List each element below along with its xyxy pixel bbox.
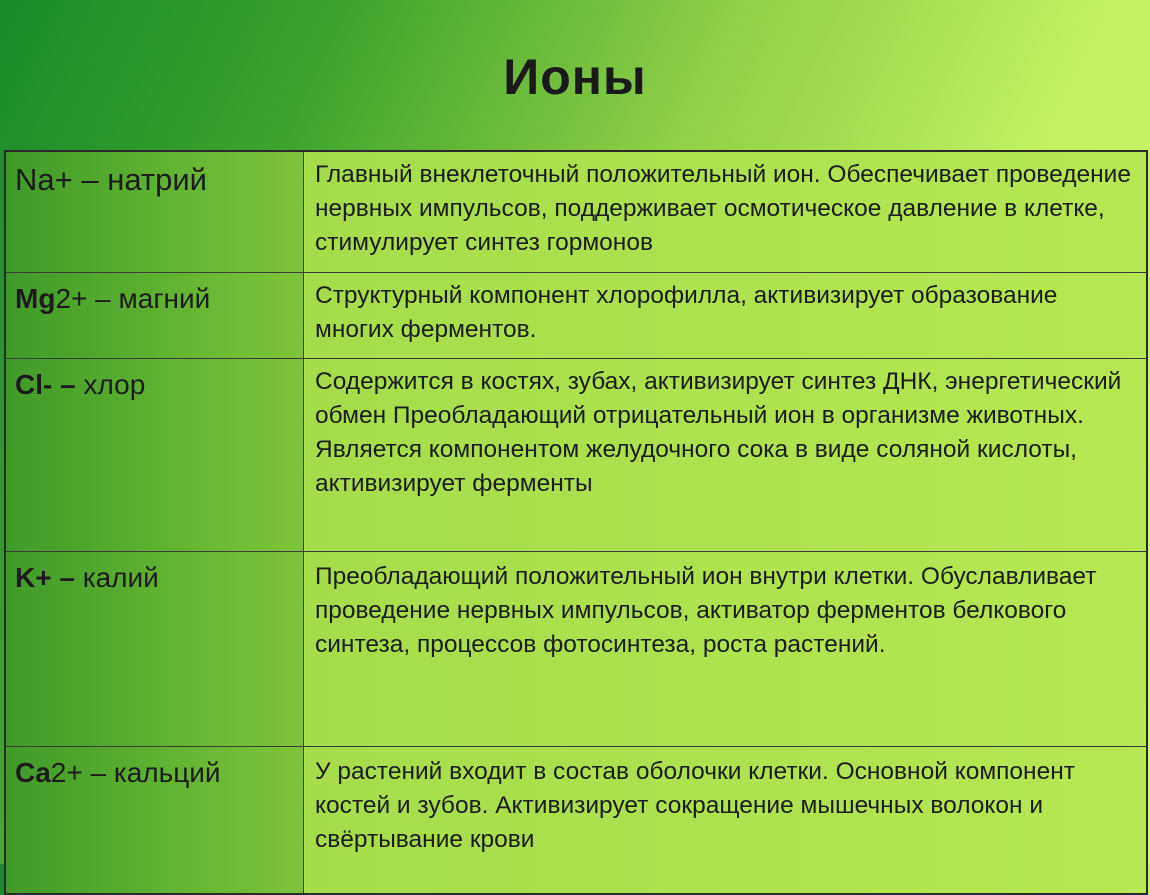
ion-cell xyxy=(5,151,304,273)
ion-cell xyxy=(5,747,304,895)
table-row xyxy=(5,273,1147,359)
ion-symbol: Ca xyxy=(15,757,51,788)
ion-cell xyxy=(5,552,304,747)
ion-name: хлор xyxy=(75,369,146,400)
ion-symbol: K+ – xyxy=(15,562,75,593)
ion-description: Содержится в костях, зубах, активизирует синтез ДНК, энергетический обмен Преобладающий отрицательный ион в организме животных. Является компонентом желудочного сока в виде соляной кислоты, активизирует ферменты xyxy=(304,359,1148,552)
ion-description: У растений входит в состав оболочки клетки. Основной компонент костей и зубов. Активизирует сокращение мышечных волокон и свёртывание крови xyxy=(304,747,1148,895)
ion-symbol: Cl- – xyxy=(15,369,76,400)
page-title: Ионы xyxy=(503,49,647,105)
ion-name: калий xyxy=(74,562,159,593)
ion-name: 2+ – магний xyxy=(55,283,211,314)
table-row xyxy=(5,151,1147,273)
ions-table xyxy=(4,150,1148,895)
ion-name: Na+ – натрий xyxy=(15,162,207,197)
ion-description: Структурный компонент хлорофилла, активизирует образование многих ферментов. xyxy=(304,273,1148,359)
ion-cell xyxy=(5,359,304,552)
table-row xyxy=(5,552,1147,747)
ion-name: 2+ – кальций xyxy=(50,757,221,788)
ion-cell xyxy=(5,273,304,359)
ion-description: Главный внеклеточный положительный ион. Обеспечивает проведение нервных импульсов, поддерживает осмотическое давление в клетке, стимулирует синтез гормонов xyxy=(304,151,1148,273)
ion-description: Преобладающий положительный ион внутри клетки. Обуславливает проведение нервных импульсов, активатор ферментов белкового синтеза, процессов фотосинтеза, роста растений. xyxy=(304,552,1148,747)
table-row xyxy=(5,747,1147,895)
table-row xyxy=(5,359,1147,552)
ion-symbol: Mg xyxy=(15,283,56,314)
